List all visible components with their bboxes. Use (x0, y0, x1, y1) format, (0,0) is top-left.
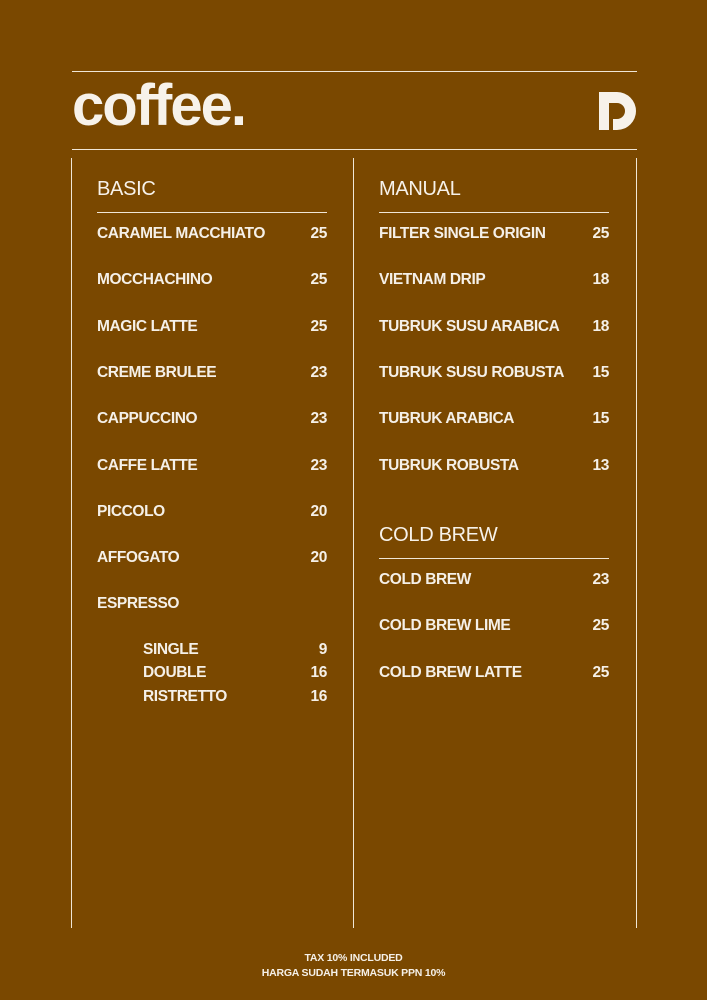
menu-item-name: AFFOGATO (97, 549, 180, 567)
menu-item-row (97, 317, 327, 337)
menu-item-row (97, 270, 327, 290)
section-title-cold-brew: COLD BREW (379, 524, 498, 546)
menu-item-row (379, 663, 609, 683)
page-title: coffee. (72, 73, 245, 138)
menu-item-price: 13 (592, 456, 609, 474)
section-rule-basic (97, 212, 327, 213)
menu-item-row (379, 363, 609, 383)
menu-item-name: TUBRUK SUSU ROBUSTA (379, 363, 564, 381)
menu-item-price: 15 (592, 410, 609, 428)
menu-item-row (97, 456, 327, 476)
menu-item-name: SINGLE (143, 641, 199, 658)
menu-item-row (143, 687, 327, 707)
menu-item-name: MOCCHACHINO (97, 271, 213, 289)
menu-item-row (97, 409, 327, 429)
menu-item-row (97, 502, 327, 522)
footer-tax-note-id: HARGA SUDAH TERMASUK PPN 10% (261, 967, 446, 979)
menu-item-row (97, 224, 327, 244)
menu-item-price: 25 (310, 317, 327, 335)
menu-item-price: 25 (592, 225, 609, 242)
right-border (636, 158, 637, 928)
menu-item-name: VIETNAM DRIP (379, 271, 486, 289)
menu-item-name: CAPPUCCINO (97, 410, 198, 428)
menu-item-name: TUBRUK ARABICA (379, 410, 515, 428)
menu-item-name: COLD BREW (379, 571, 471, 588)
menu-item-price: 16 (310, 664, 327, 682)
section-title-basic: BASIC (97, 178, 156, 200)
menu-item-name: CAFFE LATTE (97, 456, 198, 474)
menu-item-name: COLD BREW LIME (379, 617, 511, 635)
menu-item-row (97, 594, 327, 614)
menu-item-price: 23 (310, 456, 327, 474)
menu-item-name: CARAMEL MACCHIATO (97, 225, 265, 242)
menu-item-price: 25 (592, 617, 609, 635)
left-border (71, 158, 72, 928)
menu-item-price: 18 (592, 317, 609, 335)
menu-item-name: TUBRUK ROBUSTA (379, 456, 519, 474)
menu-item-price: 25 (310, 225, 327, 242)
menu-item-name: TUBRUK SUSU ARABICA (379, 317, 560, 335)
menu-item-row (143, 640, 327, 660)
menu-item-price: 18 (592, 271, 609, 289)
section-rule-cold-brew (379, 558, 609, 559)
menu-item-row (379, 616, 609, 636)
menu-item-price: 20 (310, 549, 327, 567)
menu-item-price: 25 (592, 663, 609, 681)
menu-item-name: ESPRESSO (97, 595, 180, 613)
menu-item-row (379, 456, 609, 476)
menu-item-row (379, 409, 609, 429)
center-divider (353, 158, 354, 928)
menu-item-name: FILTER SINGLE ORIGIN (379, 225, 546, 242)
menu-item-price: 15 (592, 363, 609, 381)
menu-item-price: 23 (310, 410, 327, 428)
menu-item-price: 25 (310, 271, 327, 289)
footer-tax-note: TAX 10% INCLUDED (304, 952, 403, 964)
menu-item-price: 23 (592, 571, 609, 588)
menu-item-row (379, 270, 609, 290)
menu-item-name: COLD BREW LATTE (379, 663, 522, 681)
menu-item-name: MAGIC LATTE (97, 317, 198, 335)
top-rule (72, 71, 637, 72)
menu-item-name: CREME BRULEE (97, 363, 217, 381)
menu-item-row (143, 663, 327, 683)
menu-item-name: RISTRETTO (143, 687, 227, 705)
menu-item-row (379, 224, 609, 244)
menu-item-name: PICCOLO (97, 502, 165, 520)
menu-item-price: 16 (310, 687, 327, 705)
menu-item-price: 23 (310, 363, 327, 381)
menu-item-row (97, 363, 327, 383)
menu-item-name: DOUBLE (143, 664, 207, 682)
menu-item-row (97, 548, 327, 568)
menu-item-row (379, 570, 609, 590)
section-title-manual: MANUAL (379, 178, 461, 200)
menu-item-price: 20 (310, 502, 327, 520)
brand-logo-icon (597, 92, 637, 130)
header-rule (72, 149, 637, 150)
menu-item-row (379, 317, 609, 337)
menu-item-price: 9 (318, 641, 327, 658)
section-rule-manual (379, 212, 609, 213)
